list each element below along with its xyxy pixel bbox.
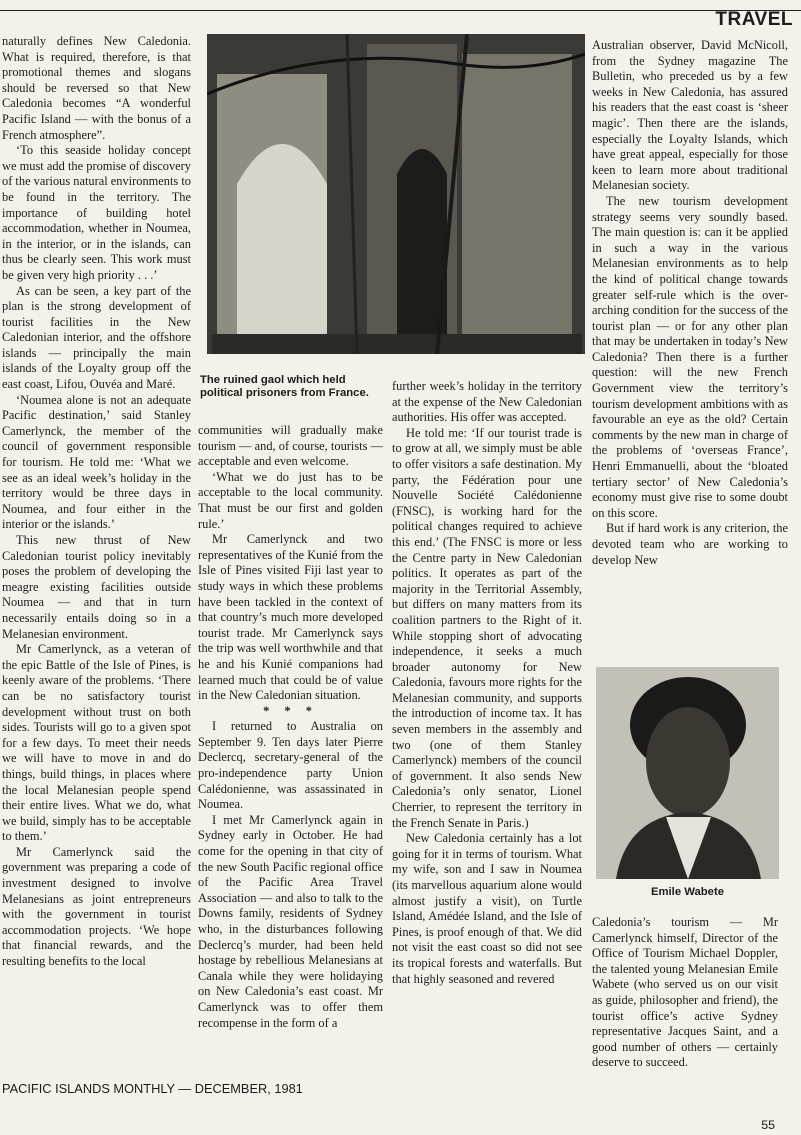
paragraph: New Caledonia certainly has a lot going for it in terms of tourism. What my wife, son and I saw in Noumea (its marvellous aquarium alone would almost justify a visit), on Turtle Island, Amédée Island, and the Isle of Pines, is proof enough of that. We did not visit the east coast so did not see its tropical forests and waterfalls. But that highly seasoned and revered xyxy=(392,831,582,986)
ruined-gaol-photo xyxy=(207,34,585,354)
paragraph: ‘Noumea alone is not an adequate Pacific destination,’ said Stanley Camerlynck, the member of the council of government responsible for tourism. He told me: ‘What we see as an ideal week’s holiday in the territory would be three days in Noumea, and four either in the interior or the islands.’ xyxy=(2,392,191,532)
gaol-photo-caption: The ruined gaol which held political prisoners from France. xyxy=(200,374,369,399)
header-rule xyxy=(0,10,801,11)
article-column-3 xyxy=(392,379,582,987)
article-column-2 xyxy=(198,423,383,1031)
paragraph: I met Mr Camerlynck again in Sydney early in October. He had come for the opening in that city of the new South Pacific regional office of the Pacific Area Travel Association — and also to talk to the Downs family, residents of Sydney who, in the disturbances following Declercq’s murder, had been held hostage by rebellious Melanesians at Canala while they were holidaying on New Caledonia’s east coast. Mr Camerlynck was to offer them recompense in the form of a xyxy=(198,812,383,1030)
paragraph: ‘What we do just has to be acceptable to the local community. That must be our first and golden rule.’ xyxy=(198,469,383,531)
paragraph: The new tourism development strategy seems very soundly based. The main question is: can it be applied in such a way in the various Melanesian environments as to help the kind of political change towards greater self-rule which is the over-arching condition for the success of the tourist plan — or for any other plan that may be undertaken in today’s New Caledonia? Then there is a further question: will the new French Government view the territory’s tourism development ambitions with as favourable an eye as the old? Certain comments by the new man in charge of the problems of ‘overseas France’, Henri Emmanuelli, about the ‘bloated tertiary sector’ of New Caledonia’s economy must give rise to some doubt on this score. xyxy=(592,193,788,520)
paragraph: As can be seen, a key part of the plan is the strong development of tourist facilities in the New Caledonian interior, and the offshore islands — principally the main islands of the Loyalty group off the east coast, Lifou, Ouvéa and Maré. xyxy=(2,283,191,392)
paragraph: This new thrust of New Caledonian tourist policy inevitably poses the problem of developing the meagre existing facilities outside Noumea — and that in turn necessarily entails doing so in a Melanesian environment. xyxy=(2,533,191,641)
paragraph: further week’s holiday in the territory at the expense of the New Caledonian authorities. His offer was accepted. xyxy=(392,379,582,425)
page-number: 55 xyxy=(761,1118,775,1132)
paragraph: Mr Camerlynck said the government was preparing a code of investment designed to involve Melanesians as joint entrepreneurs with the government in tourist accommodation projects. ‘We hope that financial rewards, and the resulting benefits to the local xyxy=(2,844,191,969)
paragraph: naturally defines New Caledonia. What is required, therefore, is that promotional themes and slogans should be reversed so that New Caledonia becomes “A wonderful Pacific Island — with the bonus of a French atmosphere”. xyxy=(2,34,191,142)
article-column-1 xyxy=(2,34,191,970)
publication-footer: PACIFIC ISLANDS MONTHLY — DECEMBER, 1981 xyxy=(2,1081,303,1096)
paragraph: He told me: ‘If our tourist trade is to grow at all, we simply must be able to offer visitors a safe destination. My party, the Fédération pour une Nouvelle Société Calédonienne (FNSC), is working hard for the political changes required to achieve this end.’ (The FNSC is more or less the Centre party in New Caledonian politics. It operates as part of the majority in the Territorial Assembly, but differs on many matters from its coalition partners to the Right of it. While stopping short of advocating independence, it seeks a much broader autonomy for New Caledonia, favours more rights for the Melanesian community, and supports the introduction of income tax. It has seven members in the assembly and two (one of them Stanley Camerlynck) members of the council of government. It also sends New Caledonia’s only senator, Lionel Cherrier, to represent the territory in the French Senate in Paris.) xyxy=(392,425,582,830)
paragraph: Mr Camerlynck and two representatives of the Kunié from the Isle of Pines visited Fiji last year to study ways in which these problems have been tackled in the context of that country’s much more developed tourist trade. Mr Camerlynck says the trip was well worthwhile and that he and his Kunié companions had learned much that could be of value in the New Caledonian situation. xyxy=(198,532,383,703)
article-column-4 xyxy=(592,38,788,568)
paragraph: ‘To this seaside holiday concept we must add the promise of discovery of the various natural environments to be found in the territory. The importance of building hotel accommodation, whether in Noumea, in the interior, or in the islands, can thus be clearly seen. This work must be given very high priority . . .’ xyxy=(2,143,191,282)
article-column-4-continued xyxy=(592,915,778,1071)
paragraph: Australian observer, David McNicoll, from the Sydney magazine The Bulletin, who preceded us by a few weeks in New Caledonia, has assured his readers that the east coast is ‘sheer magic’. Then there are the islands, especially the Loyalty Islands, which have great appeal, especially for those keen to learn more about traditional Melanesian society. xyxy=(592,38,788,193)
paragraph: Caledonia’s tourism — Mr Camerlynck himself, Director of the Office of Tourism Michael Doppler, the talented young Melanesian Emile Wabete (who served us on our visit as guide, philosopher and friend), the tourist office’s active Sydney representative Jacques Saint, and a good number of others — certainly deserve to succeed. xyxy=(592,915,778,1070)
paragraph: But if hard work is any criterion, the devoted team who are working to develop New xyxy=(592,521,788,567)
paragraph: I returned to Australia on September 9. Ten days later Pierre Declercq, secretary-general of the pro-independence party Union Calédonienne, was assassinated in Noumea. xyxy=(198,719,383,812)
emile-wabete-portrait xyxy=(596,667,779,879)
paragraph: communities will gradually make tourism — and, of course, tourists — acceptable and even welcome. xyxy=(198,423,383,469)
portrait-caption: Emile Wabete xyxy=(650,886,725,898)
paragraph: * * * xyxy=(263,703,318,718)
paragraph: Mr Camerlynck, as a veteran of the epic Battle of the Isle of Pines, is keenly aware of the problems. ‘There can be no satisfactory tourist development without trust on both sides. Tourists will go to a given spot for a few days. To meet their needs we will have to move in and do things, build things, in places where the local Melanesian people spend their entire lives. What we do, what we build, simply has to be acceptable to them.’ xyxy=(2,642,191,844)
section-title: TRAVEL xyxy=(715,9,793,30)
